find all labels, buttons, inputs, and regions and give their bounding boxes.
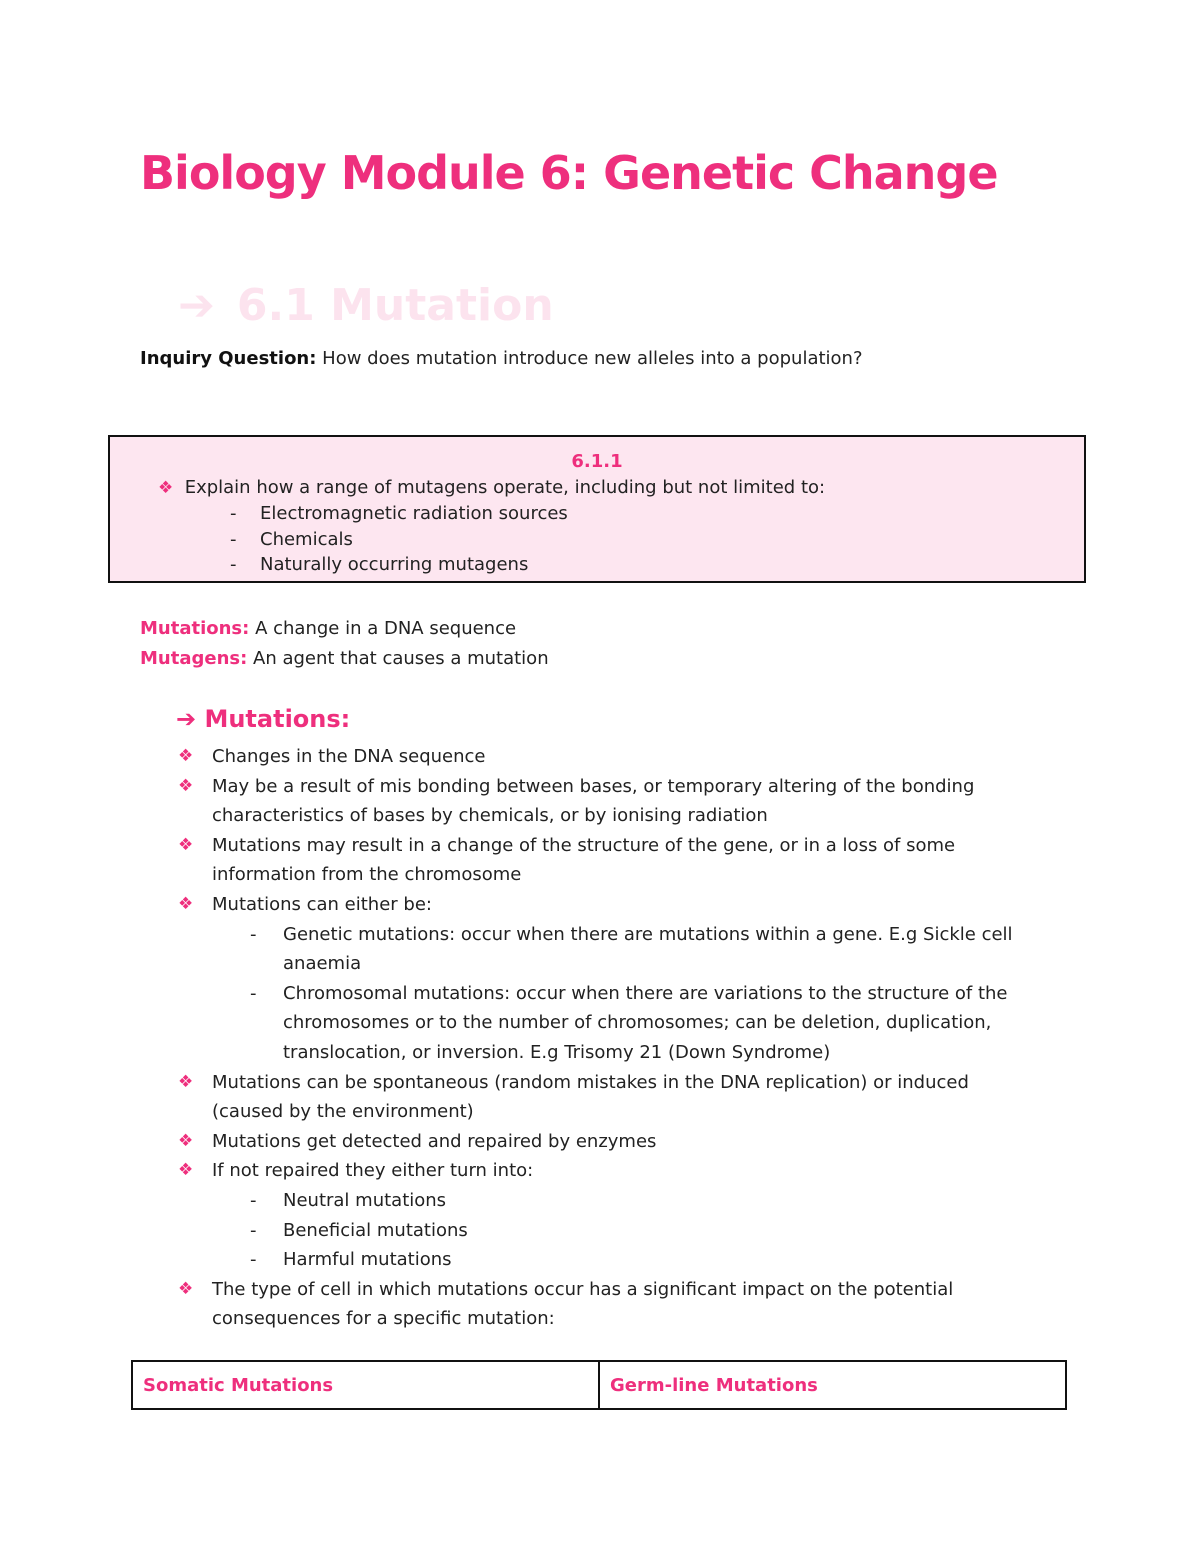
document-title: Biology Module 6: Genetic Change bbox=[140, 146, 998, 200]
outcome-statement bbox=[158, 477, 825, 498]
list-item: ❖ Mutations may result in a change of the structure of the gene, or in a loss of some information from the chromosome bbox=[176, 831, 1036, 890]
section-heading bbox=[178, 280, 554, 331]
sub-list-item: - Harmful mutations bbox=[212, 1245, 1036, 1275]
table-header-germ-line: Germ-line Mutations bbox=[599, 1361, 1066, 1409]
inquiry-text: How does mutation introduce new alleles into a population? bbox=[316, 348, 863, 369]
diamond-bullet-icon: ❖ bbox=[178, 834, 194, 855]
outcome-list-item: - Chemicals bbox=[230, 528, 353, 550]
sub-list-item: - Neutral mutations bbox=[212, 1186, 1036, 1216]
sub-list bbox=[212, 1186, 1036, 1275]
list-item: ❖ Mutations can be spontaneous (random mistakes in the DNA replication) or induced (caused by the environment) bbox=[176, 1068, 1036, 1127]
definition-term: Mutagens: bbox=[140, 648, 248, 669]
inquiry-question bbox=[140, 348, 863, 369]
table-row bbox=[132, 1361, 1066, 1409]
list-item: ❖ Mutations can either be: - Genetic mutations: occur when there are mutations within a gene. E.g Sickle cell anaemia - Chromosomal mutations: occur when there are variations to the structure of the chromosomes or to the number of chromosomes; can be deletion, duplication, translocation, or inversion. E.g Trisomy 21 (Down Syndrome) bbox=[176, 890, 1036, 1068]
dash-bullet-icon: - bbox=[250, 1189, 257, 1211]
list-item: ❖ Changes in the DNA sequence bbox=[176, 742, 1036, 772]
dash-bullet-icon: - bbox=[230, 554, 237, 575]
definition-term: Mutations: bbox=[140, 618, 250, 639]
diamond-bullet-icon: ❖ bbox=[178, 1071, 194, 1092]
diamond-bullet-icon: ❖ bbox=[178, 746, 194, 766]
mutation-types-table bbox=[131, 1360, 1067, 1410]
list-item: ❖ If not repaired they either turn into: - Neutral mutations - Beneficial mutations - Harmful mutations bbox=[176, 1156, 1036, 1274]
sub-list-item: - Genetic mutations: occur when there are mutations within a gene. E.g Sickle cell anaemia bbox=[212, 920, 1036, 979]
list-item: ❖ The type of cell in which mutations occur has a significant impact on the potential consequences for a specific mutation: bbox=[176, 1275, 1036, 1334]
sub-list-item: - Chromosomal mutations: occur when there are variations to the structure of the chromosomes or to the number of chromosomes; can be deletion, duplication, translocation, or inversion. E.g Trisomy 21 (Down Syndrome) bbox=[212, 979, 1036, 1068]
outcome-list-item: - Naturally occurring mutagens bbox=[230, 554, 529, 575]
diamond-bullet-icon: ❖ bbox=[178, 775, 194, 796]
sub-list bbox=[212, 920, 1036, 1068]
mutations-heading: ➔ Mutations: bbox=[176, 705, 351, 733]
list-item: ❖ Mutations get detected and repaired by enzymes bbox=[176, 1127, 1036, 1157]
diamond-bullet-icon: ❖ bbox=[178, 893, 194, 914]
dash-bullet-icon: - bbox=[250, 923, 257, 945]
definition-mutagens bbox=[140, 648, 549, 669]
diamond-bullet-icon: ❖ bbox=[158, 478, 174, 498]
mutations-bullet-list bbox=[176, 742, 1036, 1334]
diamond-bullet-icon: ❖ bbox=[178, 1130, 194, 1151]
table-header-somatic: Somatic Mutations bbox=[132, 1361, 599, 1409]
dash-bullet-icon: - bbox=[230, 528, 237, 550]
dash-bullet-icon: - bbox=[250, 1249, 257, 1271]
dash-bullet-icon: - bbox=[250, 982, 257, 1004]
sub-list-item: - Beneficial mutations bbox=[212, 1216, 1036, 1246]
list-item: ❖ May be a result of mis bonding between bases, or temporary altering of the bonding characteristics of bases by chemicals, or by ionising radiation bbox=[176, 772, 1036, 831]
diamond-bullet-icon: ❖ bbox=[178, 1278, 194, 1299]
definition-text: A change in a DNA sequence bbox=[249, 618, 517, 639]
section-heading-label: 6.1 Mutation bbox=[236, 280, 554, 331]
inquiry-label: Inquiry Question: bbox=[140, 348, 317, 369]
outcome-statement-text: Explain how a range of mutagens operate, including but not limited to: bbox=[184, 477, 826, 498]
outcome-code: 6.1.1 bbox=[571, 451, 623, 472]
diamond-bullet-icon: ❖ bbox=[178, 1160, 194, 1181]
outcome-list-item: - Electromagnetic radiation sources bbox=[230, 503, 568, 524]
definition-mutations bbox=[140, 618, 516, 639]
outcome-list bbox=[230, 501, 568, 578]
arrow-icon: ➔ bbox=[178, 280, 215, 331]
dash-bullet-icon: - bbox=[250, 1219, 257, 1241]
dash-bullet-icon: - bbox=[230, 503, 237, 524]
definition-text: An agent that causes a mutation bbox=[247, 648, 549, 669]
syllabus-outcome-box bbox=[108, 435, 1086, 583]
